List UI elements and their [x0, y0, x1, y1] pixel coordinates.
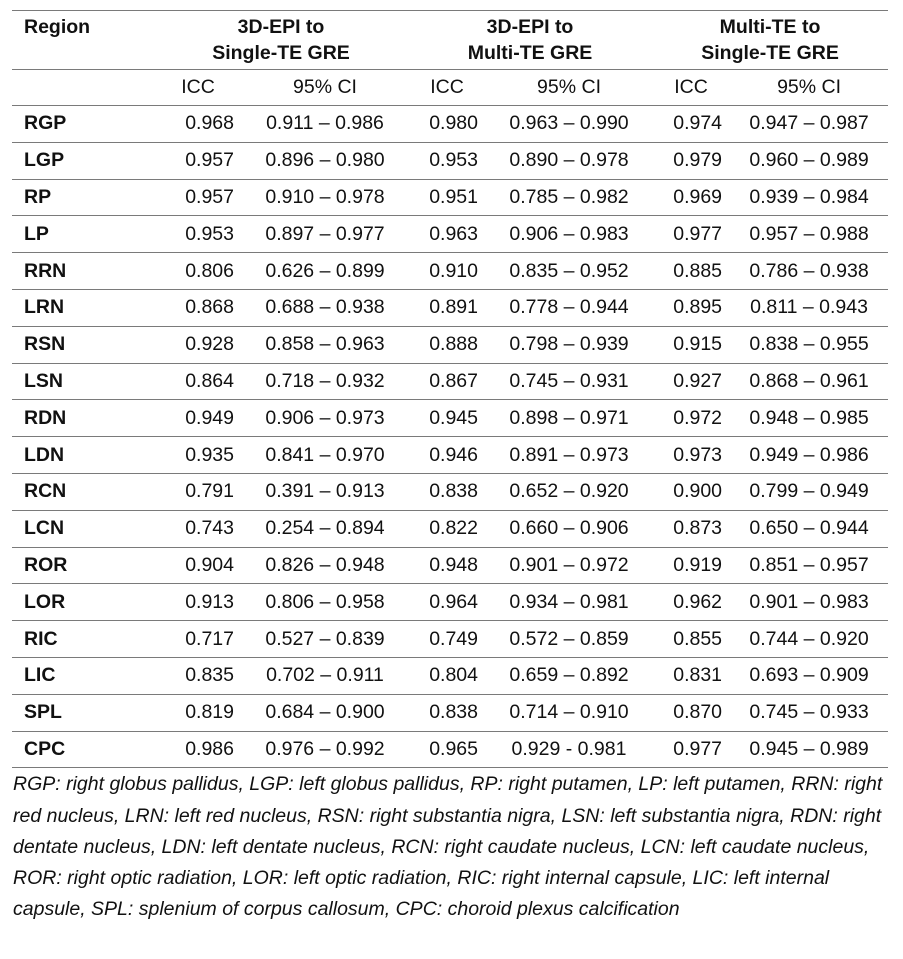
- icc-cell: 0.935: [154, 437, 242, 474]
- icc-cell: 0.965: [408, 731, 486, 768]
- ci-cell: 0.911 – 0.986: [242, 106, 408, 143]
- icc-cell: 0.885: [652, 253, 730, 290]
- ci-cell: 0.650 – 0.944: [730, 510, 888, 547]
- icc-cell: 0.867: [408, 363, 486, 400]
- icc-cell: 0.946: [408, 437, 486, 474]
- table-row: [12, 547, 888, 584]
- ci-cell: 0.960 – 0.989: [730, 142, 888, 179]
- ci-cell: 0.778 – 0.944: [486, 289, 652, 326]
- icc-cell: 0.838: [408, 473, 486, 510]
- icc-cell: 0.962: [652, 584, 730, 621]
- icc-cell: 0.904: [154, 547, 242, 584]
- ci-cell: 0.851 – 0.957: [730, 547, 888, 584]
- ci-cell: 0.826 – 0.948: [242, 547, 408, 584]
- region-cell: RP: [12, 179, 154, 216]
- subheader-ci: 95% CI: [730, 70, 888, 106]
- ci-cell: 0.527 – 0.839: [242, 621, 408, 658]
- ci-cell: 0.572 – 0.859: [486, 621, 652, 658]
- group-header-line1: Multi-TE to: [719, 16, 821, 38]
- subheader-icc: ICC: [408, 70, 486, 106]
- group-header-line2: Single-TE GRE: [212, 42, 350, 64]
- ci-cell: 0.948 – 0.985: [730, 400, 888, 437]
- icc-cell: 0.957: [154, 179, 242, 216]
- table-body: [12, 106, 888, 768]
- table-row: [12, 253, 888, 290]
- ci-cell: 0.945 – 0.989: [730, 731, 888, 768]
- icc-cell: 0.951: [408, 179, 486, 216]
- ci-cell: 0.745 – 0.931: [486, 363, 652, 400]
- region-cell: LGP: [12, 142, 154, 179]
- ci-cell: 0.906 – 0.983: [486, 216, 652, 253]
- region-cell: RRN: [12, 253, 154, 290]
- ci-cell: 0.897 – 0.977: [242, 216, 408, 253]
- table-row: [12, 179, 888, 216]
- subheader-ci: 95% CI: [242, 70, 408, 106]
- icc-cell: 0.979: [652, 142, 730, 179]
- icc-cell: 0.915: [652, 326, 730, 363]
- ci-cell: 0.626 – 0.899: [242, 253, 408, 290]
- ci-cell: 0.254 – 0.894: [242, 510, 408, 547]
- icc-cell: 0.806: [154, 253, 242, 290]
- icc-table: [12, 10, 888, 768]
- icc-cell: 0.910: [408, 253, 486, 290]
- subheader-icc: ICC: [154, 70, 242, 106]
- ci-cell: 0.659 – 0.892: [486, 657, 652, 694]
- table-row: [12, 363, 888, 400]
- icc-cell: 0.822: [408, 510, 486, 547]
- ci-cell: 0.901 – 0.983: [730, 584, 888, 621]
- icc-cell: 0.969: [652, 179, 730, 216]
- icc-cell: 0.957: [154, 142, 242, 179]
- group-header-line1: 3D-EPI to: [486, 16, 574, 38]
- icc-cell: 0.964: [408, 584, 486, 621]
- ci-cell: 0.976 – 0.992: [242, 731, 408, 768]
- subheader-icc: ICC: [652, 70, 730, 106]
- ci-cell: 0.785 – 0.982: [486, 179, 652, 216]
- icc-cell: 0.986: [154, 731, 242, 768]
- ci-cell: 0.910 – 0.978: [242, 179, 408, 216]
- icc-cell: 0.973: [652, 437, 730, 474]
- icc-cell: 0.919: [652, 547, 730, 584]
- icc-cell: 0.953: [154, 216, 242, 253]
- icc-cell: 0.913: [154, 584, 242, 621]
- region-cell: CPC: [12, 731, 154, 768]
- ci-cell: 0.811 – 0.943: [730, 289, 888, 326]
- ci-cell: 0.684 – 0.900: [242, 694, 408, 731]
- group-header-epi-single: [154, 11, 408, 70]
- icc-cell: 0.870: [652, 694, 730, 731]
- ci-cell: 0.929 - 0.981: [486, 731, 652, 768]
- icc-table-figure: [12, 10, 888, 925]
- icc-cell: 0.953: [408, 142, 486, 179]
- icc-cell: 0.972: [652, 400, 730, 437]
- icc-cell: 0.831: [652, 657, 730, 694]
- table-row: [12, 289, 888, 326]
- subheader-empty: [12, 70, 154, 106]
- table-row: [12, 326, 888, 363]
- ci-cell: 0.947 – 0.987: [730, 106, 888, 143]
- icc-cell: 0.891: [408, 289, 486, 326]
- abbreviation-footnote: RGP: right globus pallidus, LGP: left globus pallidus, RP: right putamen, LP: left putamen, RRN: right red nucleus, LRN: left red nucleus, RSN: right substantia nigra, LSN: left substantia nigra, RDN: right dentate nucleus, LDN: left dentate nucleus, RCN: right caudate nucleus, LCN: left caudate nucleus, ROR: right optic radiation, LOR: left optic radiation, RIC: right internal capsule, LIC: left internal capsule, SPL: splenium of corpus callosum, CPC: choroid plexus calcification: [13, 773, 883, 921]
- ci-cell: 0.898 – 0.971: [486, 400, 652, 437]
- table-row: [12, 142, 888, 179]
- icc-cell: 0.928: [154, 326, 242, 363]
- ci-cell: 0.858 – 0.963: [242, 326, 408, 363]
- ci-cell: 0.786 – 0.938: [730, 253, 888, 290]
- table-row: [12, 216, 888, 253]
- ci-cell: 0.744 – 0.920: [730, 621, 888, 658]
- table-row: [12, 510, 888, 547]
- region-cell: RCN: [12, 473, 154, 510]
- region-cell: LCN: [12, 510, 154, 547]
- ci-cell: 0.660 – 0.906: [486, 510, 652, 547]
- icc-cell: 0.888: [408, 326, 486, 363]
- ci-cell: 0.841 – 0.970: [242, 437, 408, 474]
- icc-cell: 0.804: [408, 657, 486, 694]
- group-header-multi-single: [652, 11, 888, 70]
- ci-cell: 0.714 – 0.910: [486, 694, 652, 731]
- icc-cell: 0.868: [154, 289, 242, 326]
- ci-cell: 0.890 – 0.978: [486, 142, 652, 179]
- region-cell: LDN: [12, 437, 154, 474]
- icc-cell: 0.977: [652, 216, 730, 253]
- ci-cell: 0.806 – 0.958: [242, 584, 408, 621]
- table-row: [12, 621, 888, 658]
- ci-cell: 0.702 – 0.911: [242, 657, 408, 694]
- ci-cell: 0.934 – 0.981: [486, 584, 652, 621]
- ci-cell: 0.799 – 0.949: [730, 473, 888, 510]
- region-cell: RDN: [12, 400, 154, 437]
- ci-cell: 0.963 – 0.990: [486, 106, 652, 143]
- ci-cell: 0.835 – 0.952: [486, 253, 652, 290]
- region-cell: LOR: [12, 584, 154, 621]
- icc-cell: 0.927: [652, 363, 730, 400]
- icc-cell: 0.855: [652, 621, 730, 658]
- ci-cell: 0.901 – 0.972: [486, 547, 652, 584]
- icc-cell: 0.968: [154, 106, 242, 143]
- icc-cell: 0.717: [154, 621, 242, 658]
- icc-cell: 0.977: [652, 731, 730, 768]
- table-row: [12, 437, 888, 474]
- icc-cell: 0.749: [408, 621, 486, 658]
- region-column-header: Region: [12, 11, 154, 70]
- region-cell: LRN: [12, 289, 154, 326]
- table-row: [12, 106, 888, 143]
- group-header-line2: Multi-TE GRE: [467, 42, 593, 64]
- table-row: [12, 657, 888, 694]
- icc-cell: 0.948: [408, 547, 486, 584]
- icc-cell: 0.949: [154, 400, 242, 437]
- group-header-line2: Single-TE GRE: [701, 42, 839, 64]
- ci-cell: 0.906 – 0.973: [242, 400, 408, 437]
- icc-cell: 0.963: [408, 216, 486, 253]
- ci-cell: 0.949 – 0.986: [730, 437, 888, 474]
- ci-cell: 0.718 – 0.932: [242, 363, 408, 400]
- region-cell: LSN: [12, 363, 154, 400]
- icc-cell: 0.900: [652, 473, 730, 510]
- header-row-subcolumns: [12, 70, 888, 106]
- table-row: [12, 694, 888, 731]
- ci-cell: 0.652 – 0.920: [486, 473, 652, 510]
- table-row: [12, 473, 888, 510]
- region-cell: ROR: [12, 547, 154, 584]
- region-cell: LIC: [12, 657, 154, 694]
- region-cell: RIC: [12, 621, 154, 658]
- ci-cell: 0.688 – 0.938: [242, 289, 408, 326]
- group-header-epi-multi: [408, 11, 652, 70]
- icc-cell: 0.838: [408, 694, 486, 731]
- icc-cell: 0.864: [154, 363, 242, 400]
- ci-cell: 0.693 – 0.909: [730, 657, 888, 694]
- ci-cell: 0.896 – 0.980: [242, 142, 408, 179]
- icc-cell: 0.974: [652, 106, 730, 143]
- ci-cell: 0.891 – 0.973: [486, 437, 652, 474]
- ci-cell: 0.745 – 0.933: [730, 694, 888, 731]
- ci-cell: 0.798 – 0.939: [486, 326, 652, 363]
- header-row-groups: [12, 11, 888, 70]
- ci-cell: 0.868 – 0.961: [730, 363, 888, 400]
- icc-cell: 0.895: [652, 289, 730, 326]
- region-cell: RGP: [12, 106, 154, 143]
- icc-cell: 0.980: [408, 106, 486, 143]
- table-row: [12, 400, 888, 437]
- ci-cell: 0.939 – 0.984: [730, 179, 888, 216]
- icc-cell: 0.791: [154, 473, 242, 510]
- subheader-ci: 95% CI: [486, 70, 652, 106]
- ci-cell: 0.391 – 0.913: [242, 473, 408, 510]
- ci-cell: 0.957 – 0.988: [730, 216, 888, 253]
- ci-cell: 0.838 – 0.955: [730, 326, 888, 363]
- region-cell: SPL: [12, 694, 154, 731]
- icc-cell: 0.819: [154, 694, 242, 731]
- icc-cell: 0.835: [154, 657, 242, 694]
- region-cell: RSN: [12, 326, 154, 363]
- icc-cell: 0.945: [408, 400, 486, 437]
- group-header-line1: 3D-EPI to: [237, 16, 325, 38]
- table-row: [12, 584, 888, 621]
- icc-cell: 0.743: [154, 510, 242, 547]
- table-row: [12, 731, 888, 768]
- icc-cell: 0.873: [652, 510, 730, 547]
- region-cell: LP: [12, 216, 154, 253]
